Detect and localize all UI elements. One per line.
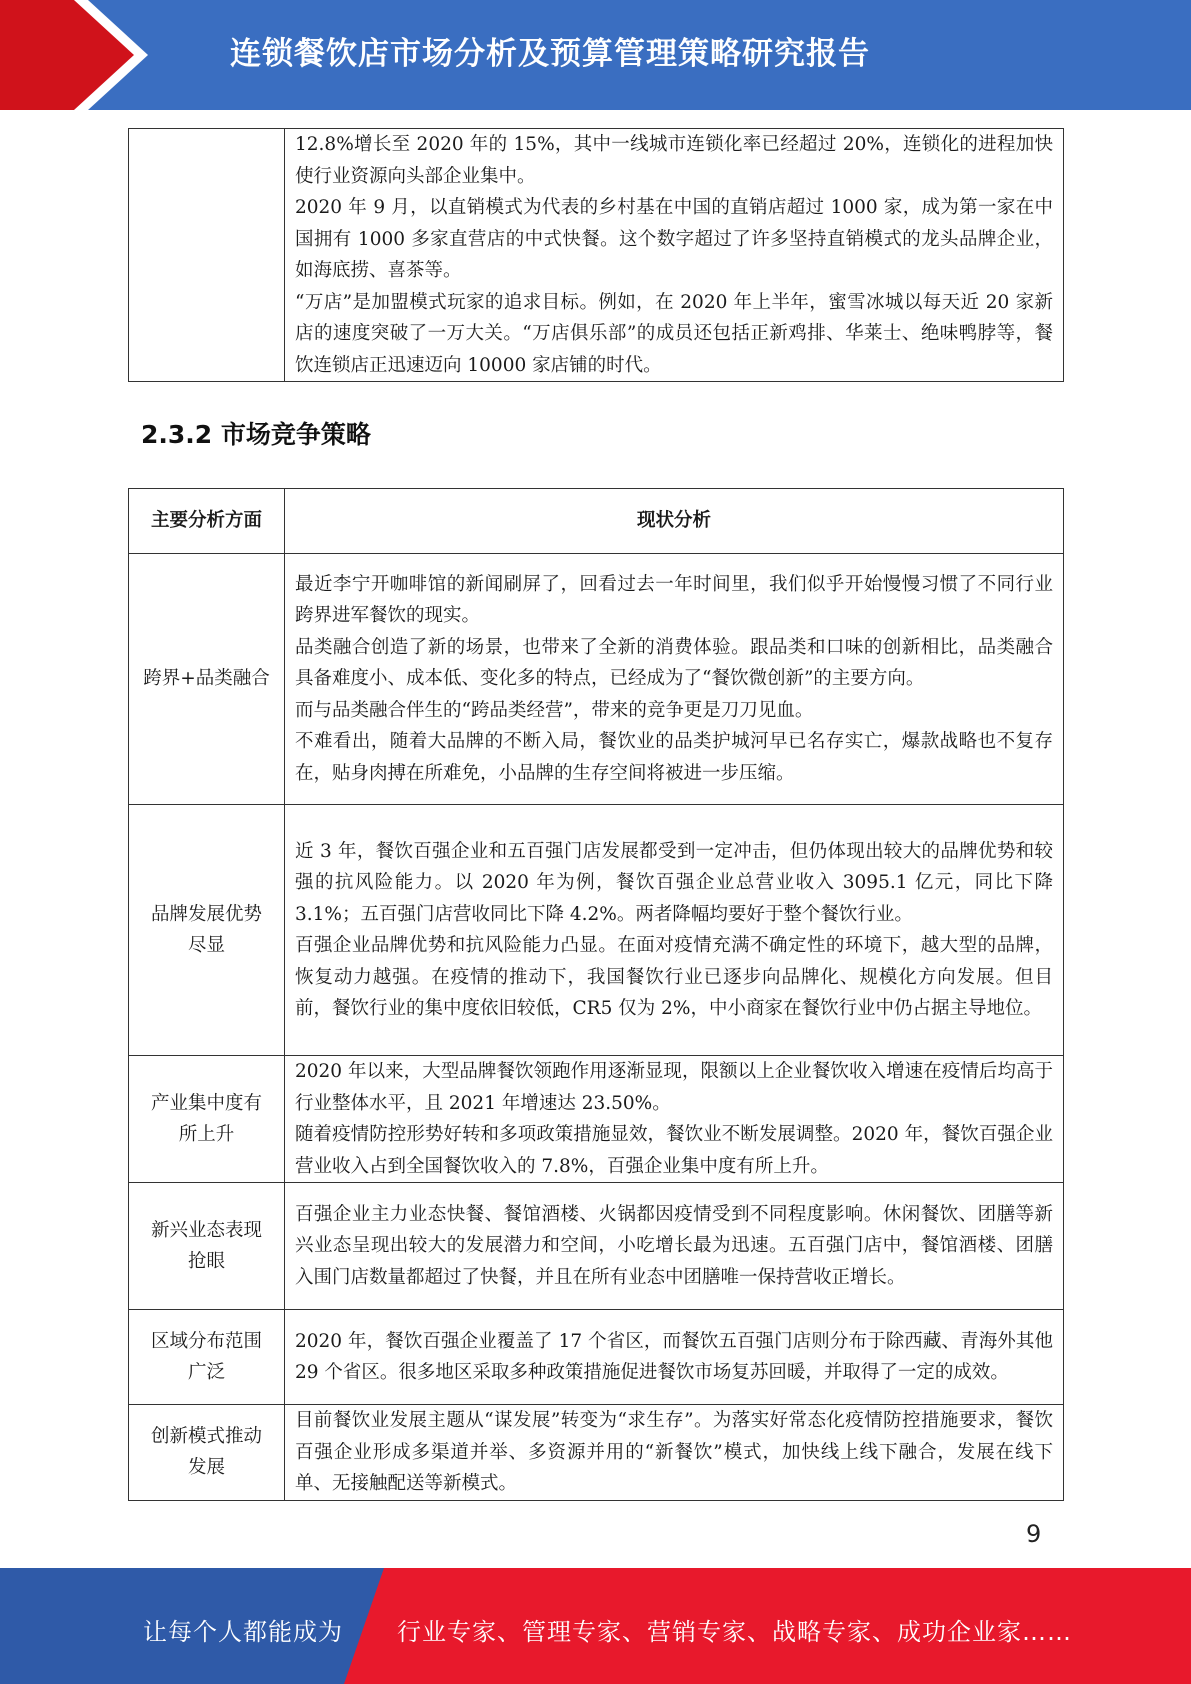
row-analysis-cell xyxy=(285,1183,1064,1310)
row-analysis-cell xyxy=(285,554,1064,805)
paragraph: 2020 年 9 月，以直销模式为代表的乡村基在中国的直销店超过 1000 家，成为第一家在中国拥有 1000 多家直营店的中式快餐。这个数字超过了许多坚持直销模式的龙头品牌企业，如海底捞、喜茶等。 xyxy=(295,197,1053,281)
page-number: 9 xyxy=(1026,1520,1042,1548)
table-row xyxy=(129,1056,1064,1183)
row-aspect-label: 跨界+品类融合 xyxy=(129,554,285,805)
paragraph: 随着疫情防控形势好转和多项政策措施显效，餐饮业不断发展调整。2020 年，餐饮百强企业营业收入占到全国餐饮收入的 7.8%，百强企业集中度有所上升。 xyxy=(295,1124,1053,1177)
row-aspect-label: 新兴业态表现抢眼 xyxy=(129,1183,285,1310)
paragraph: 近 3 年，餐饮百强企业和五百强门店发展都受到一定冲击，但仍体现出较大的品牌优势和较强的抗风险能力。以 2020 年为例，餐饮百强企业总营业收入 3095.1 亿元，同比下降 3.1%；五百强门店营收同比下降 4.2%。两者降幅均要好于整个餐饮行业。 xyxy=(295,840,1053,925)
paragraph: “万店”是加盟模式玩家的追求目标。例如，在 2020 年上半年，蜜雪冰城以每天近 20 家新店的速度突破了一万大关。“万店俱乐部”的成员还包括正新鸡排、华莱士、绝味鸭脖等，餐饮连锁店正迅速迈向 10000 家店铺的时代。 xyxy=(295,291,1053,376)
paragraph: 品类融合创造了新的场景，也带来了全新的消费体验。跟品类和口味的创新相比，品类融合具备难度小、成本低、变化多的特点，已经成为了“餐饮微创新”的主要方向。 xyxy=(295,636,1053,690)
row-aspect-label: 区域分布范围广泛 xyxy=(129,1310,285,1405)
table-row xyxy=(129,805,1064,1056)
row-aspect-label: 创新模式推动发展 xyxy=(129,1405,285,1501)
table-row xyxy=(129,1310,1064,1405)
table-cell-aspect-empty xyxy=(129,129,285,382)
competition-strategy-table xyxy=(128,488,1064,1501)
row-aspect-label: 产业集中度有所上升 xyxy=(129,1056,285,1183)
page-header xyxy=(0,0,1191,110)
paragraph: 最近李宁开咖啡馆的新闻刷屏了，回看过去一年时间里，我们似乎开始慢慢习惯了不同行业跨界进军餐饮的现实。 xyxy=(295,573,1053,627)
table-cell-content xyxy=(285,129,1064,382)
table-header-row xyxy=(129,489,1064,554)
paragraph: 2020 年以来，大型品牌餐饮领跑作用逐渐显现，限额以上企业餐饮收入增速在疫情后均高于行业整体水平，且 2021 年增速达 23.50%。 xyxy=(295,1061,1053,1114)
paragraph: 2020 年，餐饮百强企业覆盖了 17 个省区，而餐饮五百强门店则分布于除西藏、青海外其他 29 个省区。很多地区采取多种政策措施促进餐饮市场复苏回暖，并取得了一定的成效。 xyxy=(295,1330,1053,1383)
row-aspect-label: 品牌发展优势尽显 xyxy=(129,805,285,1056)
paragraph: 百强企业主力业态快餐、餐馆酒楼、火锅都因疫情受到不同程度影响。休闲餐饮、团膳等新兴业态呈现出较大的发展潜力和空间，小吃增长最为迅速。五百强门店中，餐馆酒楼、团膳入围门店数量都超过了快餐，并且在所有业态中团膳唯一保持营收正增长。 xyxy=(295,1203,1053,1288)
paragraph: 而与品类融合伴生的“跨品类经营”，带来的竞争更是刀刀见血。 xyxy=(295,699,814,721)
paragraph: 百强企业品牌优势和抗风险能力凸显。在面对疫情充满不确定性的环境下，越大型的品牌，恢复动力越强。在疫情的推动下，我国餐饮行业已逐步向品牌化、规模化方向发展。但目前，餐饮行业的集中度依旧较低，CR5 仅为 2%，中小商家在餐饮行业中仍占据主导地位。 xyxy=(295,935,1053,1019)
row-analysis-cell xyxy=(285,805,1064,1056)
table-row xyxy=(129,1405,1064,1501)
row-analysis-cell xyxy=(285,1310,1064,1405)
table-row xyxy=(129,129,1064,382)
header-arrow-decoration xyxy=(0,0,160,110)
continued-table xyxy=(128,128,1064,382)
row-analysis-cell xyxy=(285,1056,1064,1183)
section-heading: 2.3.2 市场竞争策略 xyxy=(141,420,371,449)
footer-slogan-right: 行业专家、管理专家、营销专家、战略专家、成功企业家…… xyxy=(397,1618,1072,1646)
table-row xyxy=(129,554,1064,805)
report-title: 连锁餐饮店市场分析及预算管理策略研究报告 xyxy=(230,36,870,72)
paragraph: 目前餐饮业发展主题从“谋发展”转变为“求生存”。为落实好常态化疫情防控措施要求，餐饮百强企业形成多渠道并举、多资源并用的“新餐饮”模式，加快线上线下融合，发展在线下单、无接触配送等新模式。 xyxy=(295,1410,1053,1494)
table-row xyxy=(129,1183,1064,1310)
column-header-analysis: 现状分析 xyxy=(285,489,1064,554)
page-footer xyxy=(0,1568,1191,1684)
paragraph: 不难看出，随着大品牌的不断入局，餐饮业的品类护城河早已名存实亡，爆款战略也不复存在，贴身肉搏在所难免，小品牌的生存空间将被进一步压缩。 xyxy=(295,731,1053,784)
footer-slogan-left: 让每个人都能成为 xyxy=(143,1618,343,1646)
column-header-aspect: 主要分析方面 xyxy=(129,489,285,554)
paragraph: 12.8%增长至 2020 年的 15%，其中一线城市连锁化率已经超过 20%，连锁化的进程加快使行业资源向头部企业集中。 xyxy=(295,134,1053,187)
row-analysis-cell xyxy=(285,1405,1064,1501)
